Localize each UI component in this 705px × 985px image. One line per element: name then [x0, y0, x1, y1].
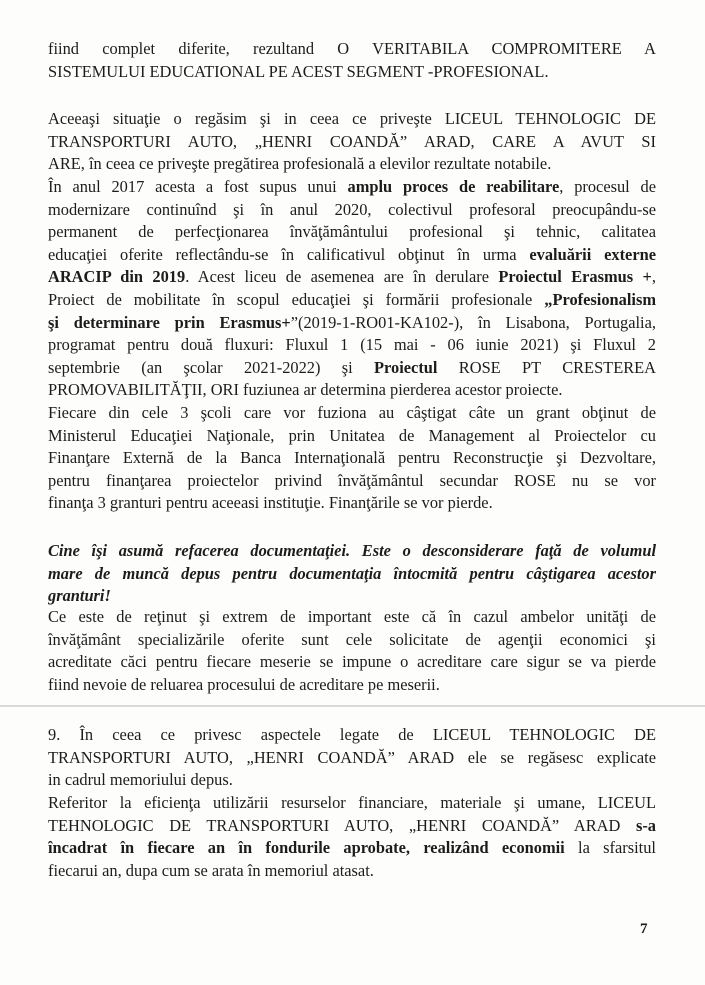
- text-run: septembrie (an şcolar 2021-2022) şi: [48, 357, 375, 377]
- text-line: permanent de perfecţionarea învăţământului profesional şi tehnic, calitatea: [48, 222, 656, 242]
- bold-text-run: încadrat în fiecare an în fondurile aprobate, realizând economii: [48, 838, 565, 858]
- text-line: acreditate căci pentru fiecare meserie se impune o acreditare care sigur se va pierde: [48, 652, 656, 672]
- bold-text-run: „Profesionalism: [544, 289, 656, 309]
- text-line: Referitor la eficienţa utilizării resurselor financiare, materiale şi umane, LICEUL: [48, 793, 656, 812]
- text-line: 9. În ceea ce privesc aspectele legate de LICEUL TEHNOLOGIC DE: [48, 725, 656, 744]
- paragraph-reabilitare-proiecte: [48, 176, 656, 402]
- text-line: ARE, în ceea ce priveşte pregătirea profesională a elevilor rezultate notabile.: [48, 154, 552, 174]
- text-line: in cadrul memoriului depus.: [48, 770, 233, 790]
- bold-text-run: amplu proces de reabilitare: [347, 177, 560, 196]
- text-line: Fiecare din cele 3 şcoli care vor fuziona au câştigat câte un grant obţinut de: [48, 403, 656, 422]
- text-run: Proiect de mobilitate în scopul educaţiei şi formării profesionale: [48, 289, 545, 309]
- paragraph-eficienta: [48, 792, 656, 882]
- text-line: SISTEMULUI EDUCATIONAL PE ACEST SEGMENT -PROFESIONAL.: [48, 61, 549, 81]
- text-line: Ce este de reţinut şi extrem de important este că în cazul ambelor unităţi de: [48, 607, 656, 626]
- text-run: la sfarsitul: [564, 838, 656, 858]
- text-run: TEHNOLOGIC DE TRANSPORTURI AUTO, „HENRI COANDĂ” ARAD: [48, 815, 636, 835]
- text-line: mare de muncă depus pentru documentaţia întocmită pentru câştigarea acestor: [48, 563, 656, 583]
- bold-text-run: ARACIP din 2019: [48, 267, 186, 287]
- text-line: [48, 244, 656, 267]
- text-run: . Acest liceu de asemenea are în derulare: [185, 267, 499, 287]
- paragraph-intro-continuation: [48, 38, 656, 83]
- text-run: ,: [651, 267, 656, 287]
- paragraph-point-9: [48, 724, 656, 792]
- text-line: TRANSPORTURI AUTO, „HENRI COANDĂ” ARAD, CARE A AVUT SI: [48, 131, 656, 151]
- text-line: fiind complet diferite, rezultand O VERITABILA COMPROMITERE A: [48, 39, 656, 58]
- paragraph-question-emphasis: [48, 540, 656, 608]
- paragraph-granturi: [48, 402, 656, 515]
- bold-text-run: s-a: [635, 815, 656, 835]
- text-line: [48, 837, 656, 860]
- text-line: [48, 815, 656, 838]
- text-line: [48, 266, 656, 289]
- text-line: pentru finanţarea proiectelor privind învăţământul secundar ROSE nu se vor: [48, 470, 656, 490]
- text-line: PROMOVABILITĂŢII, ORI fuziunea ar determina pierderea acestor proiecte.: [48, 380, 563, 400]
- text-line: [48, 312, 656, 335]
- page-number: 7: [640, 921, 648, 937]
- page-divider: [0, 705, 705, 707]
- text-line: fiind nevoie de reluarea procesului de acreditare pe meserii.: [48, 674, 440, 694]
- text-line: Cine îşi asumă refacerea documentaţiei. Este o desconsiderare faţă de volumul: [48, 541, 656, 560]
- bold-text-run: Proiectul Erasmus +: [498, 267, 652, 287]
- text-run: , procesul de: [559, 177, 656, 196]
- bold-text-run: evaluării externe: [529, 244, 656, 264]
- text-line: fiecarui an, dupa cum se arata în memoriul atasat.: [48, 860, 374, 880]
- text-line: modernizare continuînd şi în anul 2020, colectivul profesoral preocupându-se: [48, 199, 656, 219]
- bold-text-run: şi determinare prin Erasmus+: [48, 312, 291, 332]
- text-line: TRANSPORTURI AUTO, „HENRI COANDĂ” ARAD ele se regăsesc explicate: [48, 747, 656, 767]
- text-line: programat pentru două fluxuri: Fluxul 1 (15 mai - 06 iunie 2021) şi Fluxul 2: [48, 335, 656, 355]
- text-line: Aceeaşi situaţie o regăsim şi in ceea ce priveşte LICEUL TEHNOLOGIC DE: [48, 109, 656, 128]
- bold-text-run: Proiectul: [374, 357, 438, 377]
- paragraph-acreditare: [48, 606, 656, 696]
- text-line: Finanţare Externă de la Banca Internaţională pentru Reconstrucţie şi Dezvoltare,: [48, 448, 656, 468]
- text-run: ROSE PT CRESTEREA: [437, 357, 656, 377]
- text-line: Ministerul Educaţiei Naţionale, prin Unitatea de Management al Proiectelor cu: [48, 425, 656, 445]
- text-line: granturi!: [48, 586, 111, 606]
- text-line: [48, 289, 656, 312]
- text-line: [48, 357, 656, 380]
- text-line: finanţa 3 granturi pentru aceeasi instituţie. Finanţările se vor pierde.: [48, 493, 493, 513]
- text-run: educaţiei oferite reflectându-se în calificativul obţinut în urma: [48, 244, 530, 264]
- text-line: [48, 176, 656, 199]
- text-run: ”(2019-1-RO01-KA102-), în Lisabona, Portugalia,: [290, 312, 656, 332]
- paragraph-liceul-henri-coanda: [48, 108, 656, 176]
- text-run: În anul 2017 acesta a fost supus unui: [48, 177, 348, 196]
- text-line: învăţământ specializările oferite sunt cele solicitate de agenţii economici şi: [48, 629, 656, 649]
